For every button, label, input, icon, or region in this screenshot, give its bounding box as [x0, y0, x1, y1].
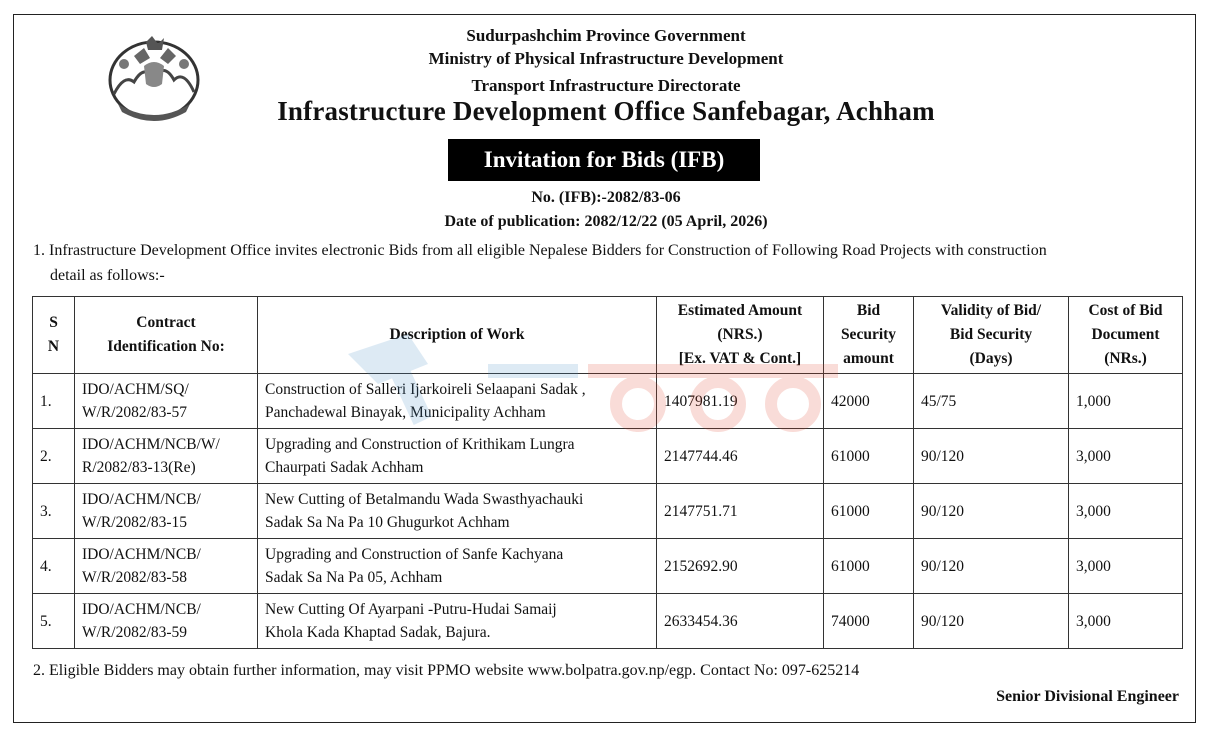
- cell-sn: 1.: [33, 374, 75, 429]
- cell-contract-id: IDO/ACHM/NCB/ W/R/2082/83-59: [75, 594, 258, 649]
- cell-cost: 1,000: [1069, 374, 1183, 429]
- cell-description: Upgrading and Construction of Sanfe Kachyana Sadak Sa Na Pa 05, Achham: [258, 539, 657, 594]
- cell-description: New Cutting Of Ayarpani -Putru-Hudai Samaij Khola Kada Khaptad Sadak, Bajura.: [258, 594, 657, 649]
- cell-contract-id: IDO/ACHM/NCB/W/ R/2082/83-13(Re): [75, 429, 258, 484]
- cell-security: 42000: [824, 374, 914, 429]
- ifb-number: No. (IFB):-2082/83-06: [531, 189, 681, 206]
- table-row: [33, 594, 1183, 649]
- cell-cost: 3,000: [1069, 429, 1183, 484]
- signatory-title: Senior Divisional Engineer: [996, 688, 1179, 705]
- cell-estimate: 1407981.19: [657, 374, 824, 429]
- province-heading: Sudurpashchim Province Government: [466, 26, 746, 45]
- intro-line-1: 1. Infrastructure Development Office invites electronic Bids from all eligible Nepalese Bidders for Construction of Following Road Projects with construction: [33, 242, 1047, 259]
- directorate-heading: Transport Infrastructure Directorate: [471, 76, 741, 95]
- header-description: Description of Work: [258, 297, 657, 374]
- cell-estimate: 2147751.71: [657, 484, 824, 539]
- cell-estimate: 2633454.36: [657, 594, 824, 649]
- cell-validity: 45/75: [914, 374, 1069, 429]
- ministry-heading: Ministry of Physical Infrastructure Development: [428, 49, 784, 68]
- header-validity: Validity of Bid/ Bid Security (Days): [914, 297, 1069, 374]
- header-contract-id: Contract Identification No:: [75, 297, 258, 374]
- cell-contract-id: IDO/ACHM/NCB/ W/R/2082/83-15: [75, 484, 258, 539]
- intro-paragraph: [33, 238, 1183, 288]
- cell-estimate: 2147744.46: [657, 429, 824, 484]
- cell-cost: 3,000: [1069, 594, 1183, 649]
- cell-validity: 90/120: [914, 594, 1069, 649]
- cell-description: Upgrading and Construction of Krithikam Lungra Chaurpati Sadak Achham: [258, 429, 657, 484]
- header-sn: S N: [33, 297, 75, 374]
- cell-sn: 3.: [33, 484, 75, 539]
- cell-security: 61000: [824, 539, 914, 594]
- cell-description: Construction of Salleri Ijarkoireli Selaapani Sadak , Panchadewal Binayak, Municipality Achham: [258, 374, 657, 429]
- cell-security: 61000: [824, 484, 914, 539]
- intro-line-2: detail as follows:-: [50, 267, 165, 284]
- cell-security: 61000: [824, 429, 914, 484]
- cell-description: New Cutting of Betalmandu Wada Swasthyachauki Sadak Sa Na Pa 10 Ghugurkot Achham: [258, 484, 657, 539]
- header-estimate: Estimated Amount (NRS.) [Ex. VAT & Cont.]: [657, 297, 824, 374]
- further-info-paragraph: 2. Eligible Bidders may obtain further information, may visit PPMO website www.bolpatra.gov.np/egp. Contact No: 097-625214: [33, 662, 860, 679]
- office-title: Infrastructure Development Office Sanfebagar, Achham: [277, 96, 935, 126]
- table-row: [33, 539, 1183, 594]
- table-row: [33, 429, 1183, 484]
- table-header-row: [33, 297, 1183, 374]
- bids-table: [32, 296, 1183, 649]
- table-row: [33, 484, 1183, 539]
- cell-security: 74000: [824, 594, 914, 649]
- header-cost: Cost of Bid Document (NRs.): [1069, 297, 1183, 374]
- cell-validity: 90/120: [914, 484, 1069, 539]
- cell-validity: 90/120: [914, 429, 1069, 484]
- publication-date: Date of publication: 2082/12/22 (05 April, 2026): [444, 213, 768, 230]
- cell-cost: 3,000: [1069, 539, 1183, 594]
- cell-sn: 5.: [33, 594, 75, 649]
- cell-contract-id: IDO/ACHM/SQ/ W/R/2082/83-57: [75, 374, 258, 429]
- table-row: [33, 374, 1183, 429]
- cell-sn: 4.: [33, 539, 75, 594]
- cell-cost: 3,000: [1069, 484, 1183, 539]
- cell-validity: 90/120: [914, 539, 1069, 594]
- cell-estimate: 2152692.90: [657, 539, 824, 594]
- cell-contract-id: IDO/ACHM/NCB/ W/R/2082/83-58: [75, 539, 258, 594]
- ifb-title-banner: Invitation for Bids (IFB): [448, 139, 760, 181]
- cell-sn: 2.: [33, 429, 75, 484]
- header-bid-security: Bid Security amount: [824, 297, 914, 374]
